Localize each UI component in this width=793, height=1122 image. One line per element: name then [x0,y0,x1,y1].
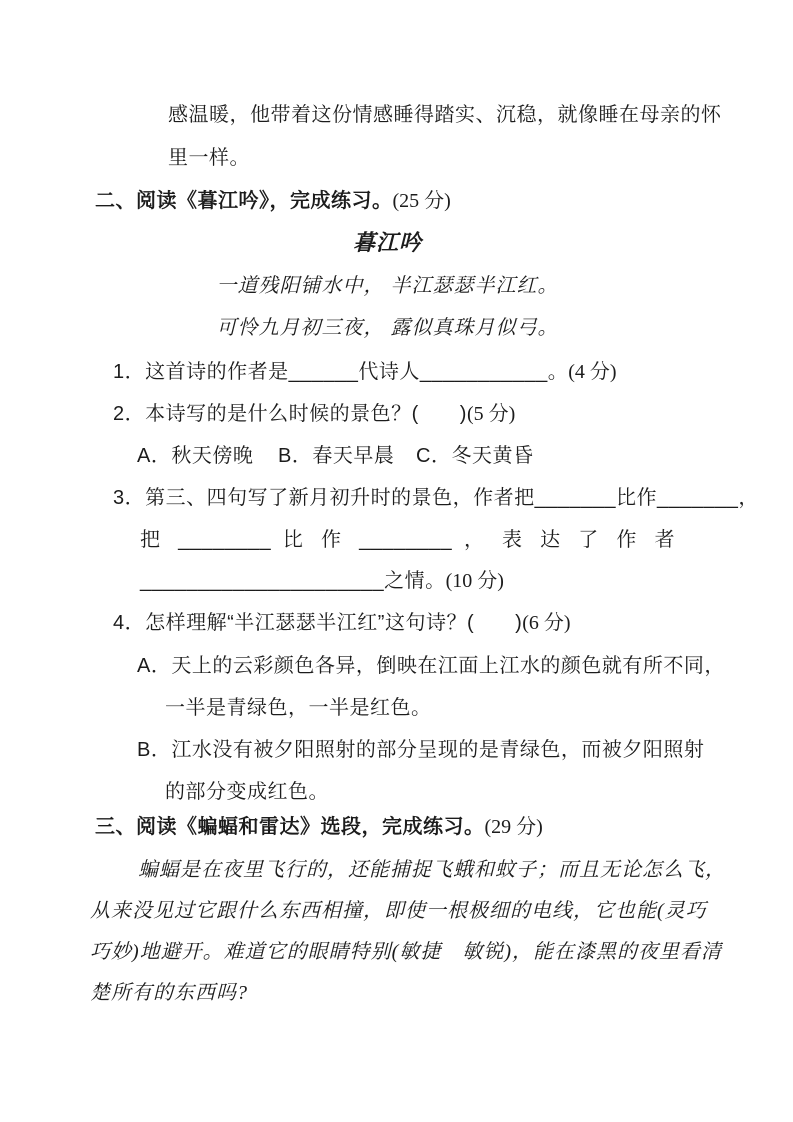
question-2-option-b: B．春天早晨 [278,445,395,467]
question-3-score: (10 分) [445,570,504,592]
question-4-score: (6 分) [522,612,571,634]
question-3-line-3 [140,566,504,596]
question-2-options-row [137,441,533,471]
question-1-text: 1．这首诗的作者是______代诗人___________。 [113,361,569,383]
passage-line-4: 楚所有的东西吗? [90,982,248,1004]
intro-paragraph-line-2: 里一样。 [168,147,250,169]
question-4-option-b-line-1: B．江水没有被夕阳照射的部分呈现的是青绿色，而被夕阳照射 [137,739,705,761]
poem-title: 暮江吟 [352,230,422,255]
question-4-option-b-line-2: 的部分变成红色。 [165,781,329,803]
question-2-score: (5 分) [466,403,516,425]
question-2-text: 2．本诗写的是什么时候的景色？( ) [113,403,467,425]
question-3-line-3-text: 之情。 [384,570,446,592]
poem-line-1: 一道残阳铺水中， 半江瑟瑟半江红。 [216,275,559,297]
question-2-option-c: C．冬天黄昏 [416,445,534,467]
section-two-heading [95,186,451,216]
section-two-heading-text: 二、阅读《暮江吟》，完成练习。 [95,190,393,212]
question-1-score: (4 分) [568,361,617,383]
passage-line-2: 从来没见过它跟什么东西相撞，即使一根极细的电线，它也能(灵巧 [90,900,707,922]
intro-paragraph-line-1: 感温暖，他带着这份情感睡得踏实、沉稳，就像睡在母亲的怀 [168,104,722,126]
passage-line-1: 蝙蝠是在夜里飞行的，还能捕捉飞蛾和蚊子；而且无论怎么飞， [138,859,726,881]
question-2-option-a: A．秋天傍晚 [137,445,254,467]
section-three-score: (29 分) [484,816,543,838]
question-3-line-2: 把 ________ 比 作 ________ ， 表 达 了 作 者 [140,529,675,551]
question-3-answer-blank: _____________________ [140,570,385,592]
section-three-heading [95,812,543,842]
section-three-heading-text: 三、阅读《蝙蝠和雷达》选段，完成练习。 [95,816,485,838]
question-2 [113,399,515,429]
section-two-score: (25 分) [392,190,451,212]
question-4 [113,608,571,638]
poem-line-2: 可怜九月初三夜， 露似真珠月似弓。 [216,317,559,339]
question-1 [113,357,617,387]
question-4-text: 4．怎样理解“半江瑟瑟半江红”这句诗？( ) [113,612,523,634]
question-4-option-a-line-2: 一半是青绿色，一半是红色。 [165,697,432,719]
question-4-option-a-line-1: A．天上的云彩颜色各异，倒映在江面上江水的颜色就有所不同， [137,655,725,677]
question-3-line-1: 3．第三、四句写了新月初升时的景色，作者把_______比作_______， [113,487,759,509]
passage-line-3: 巧妙)地避开。难道它的眼睛特别(敏捷 敏锐)，能在漆黑的夜里看清 [90,941,722,963]
